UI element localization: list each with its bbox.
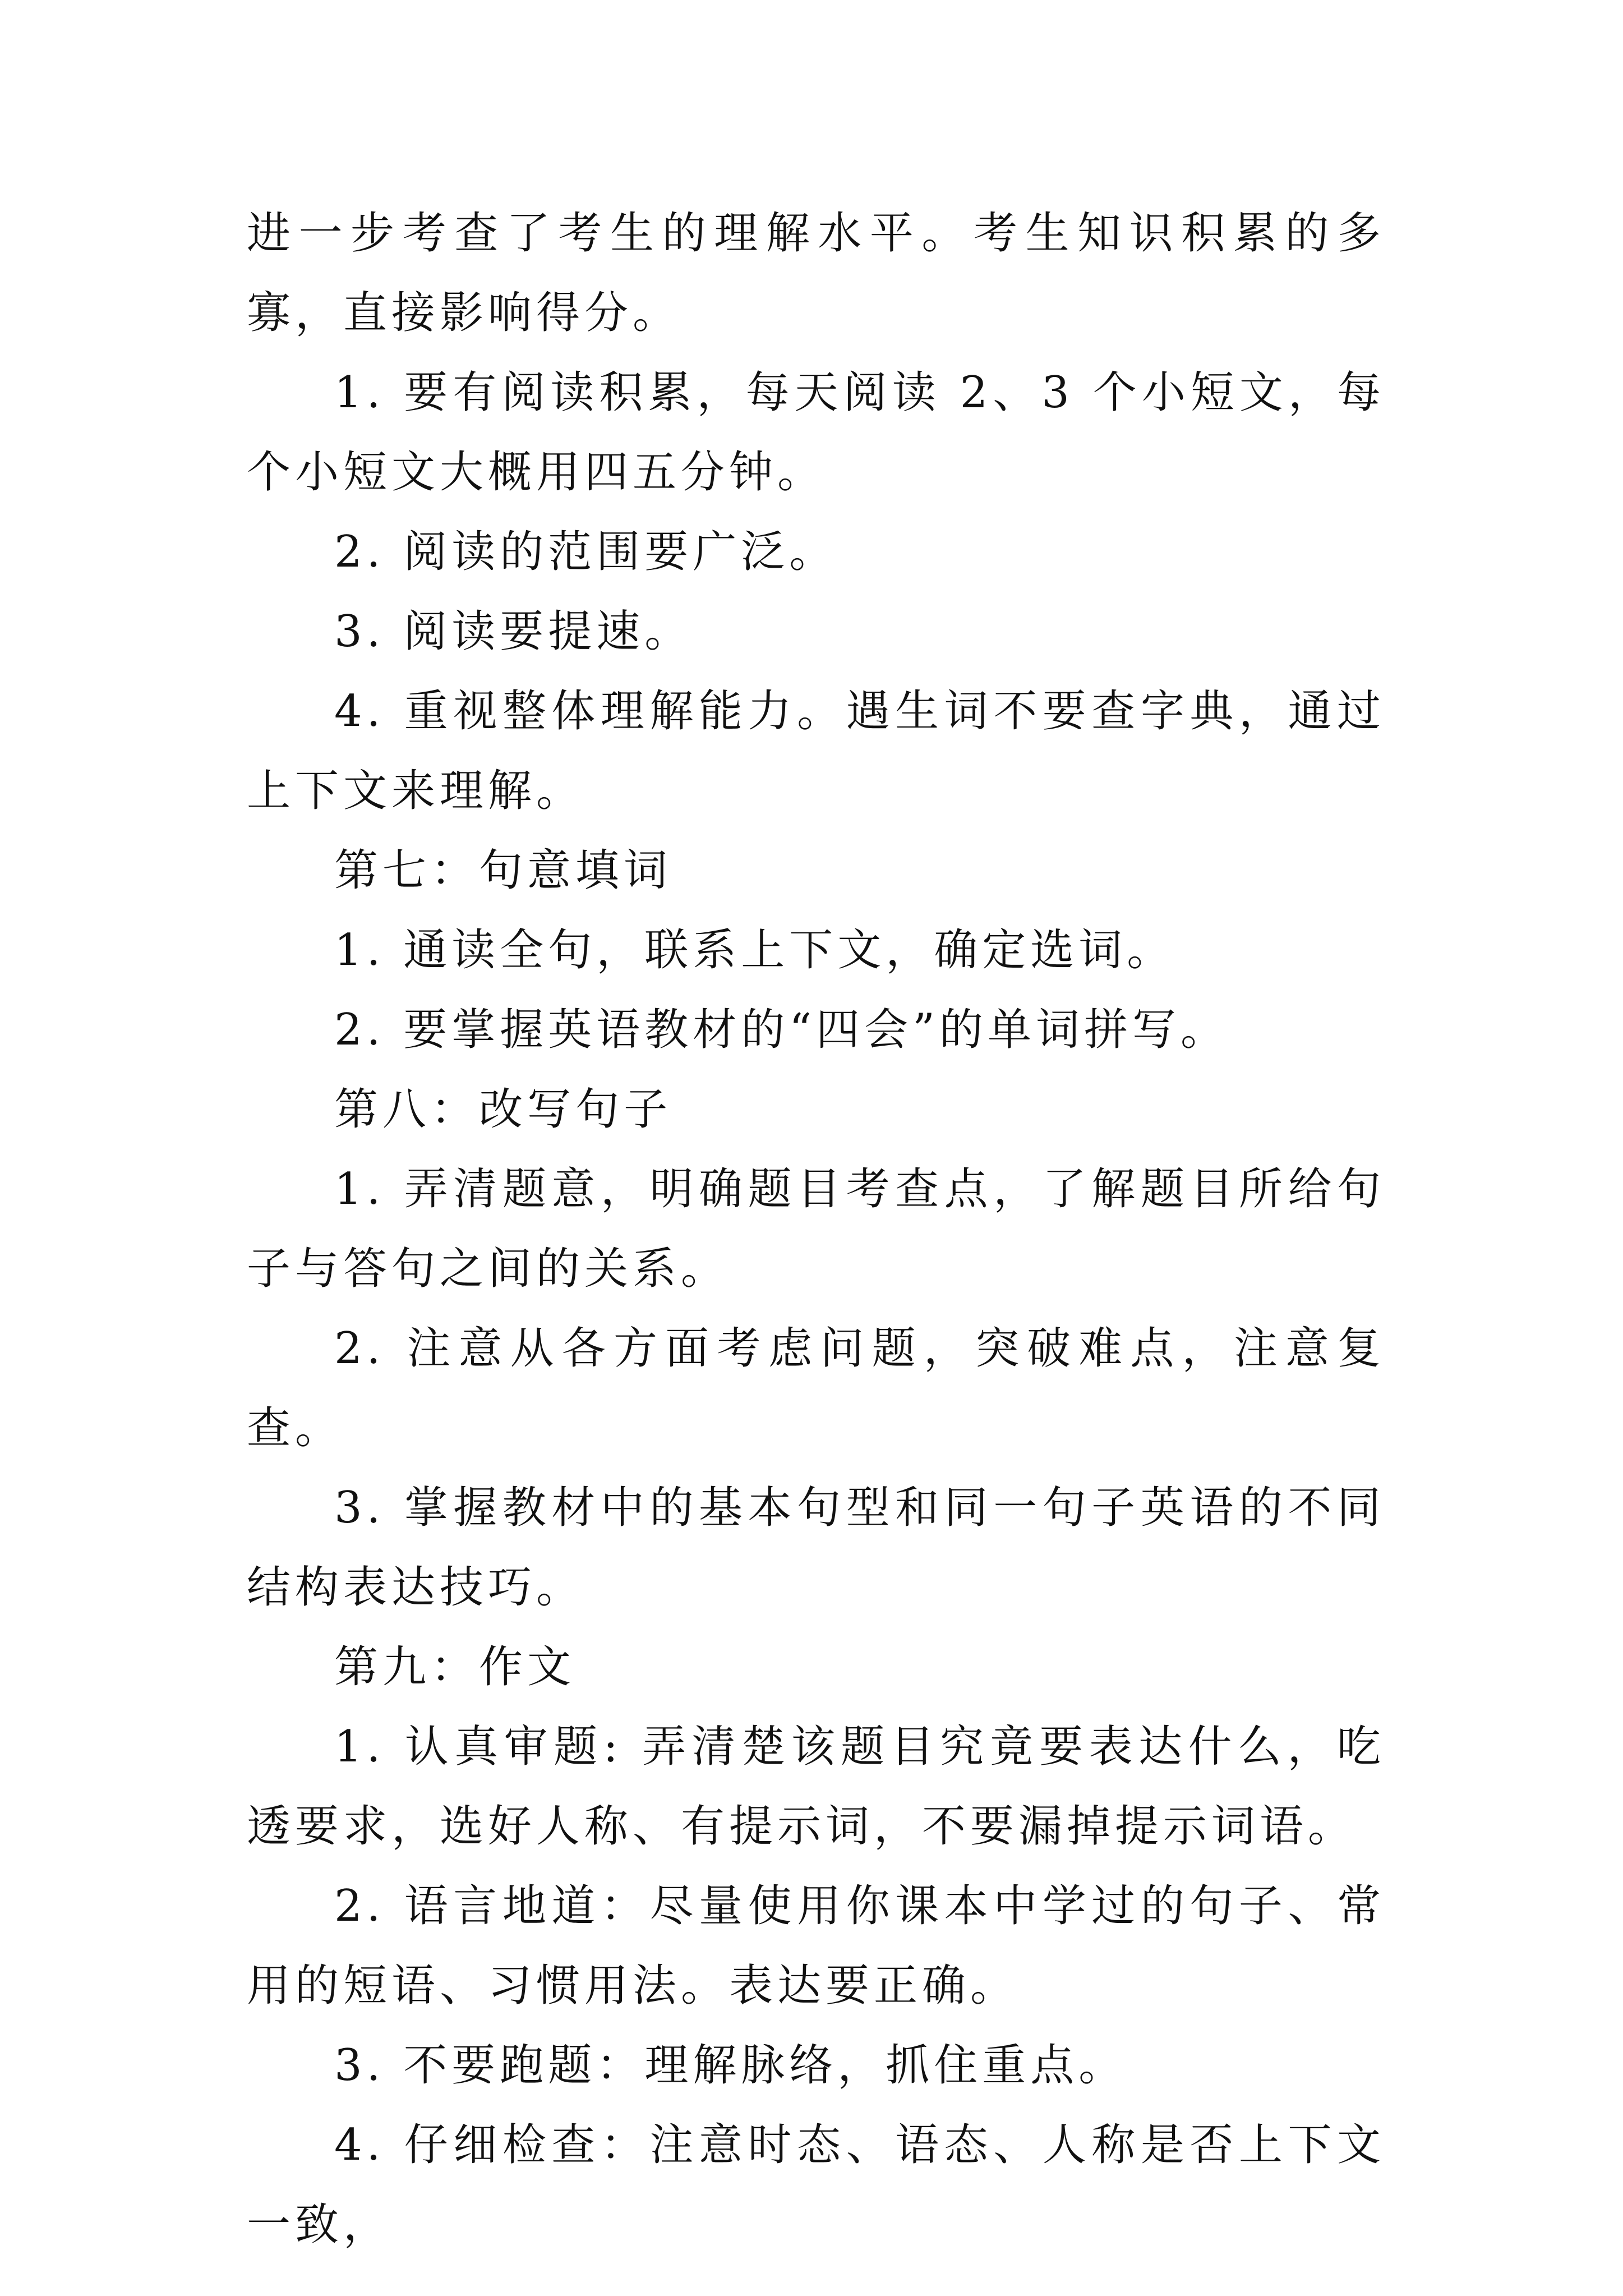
paragraph-continuation: 进一步考查了考生的理解水平。考生知识积累的多寡，直接影响得分。 [247,208,1385,338]
list-item-read-whole-sentence: 1. 通读全句，联系上下文，确定选词。 [334,925,1175,976]
list-item-overall-comprehension: 4. 重视整体理解能力。遇生词不要查字典，通过上下文来理解。 [247,686,1385,816]
list-item-reading-scope: 2. 阅读的范围要广泛。 [334,527,838,577]
list-item-understand-question: 1. 弄清题意，明确题目考查点，了解题目所给句子与答句之间的关系。 [247,1164,1385,1294]
list-item-sentence-patterns: 3. 掌握教材中的基本句型和同一句子英语的不同结构表达技巧。 [247,1483,1385,1613]
list-item-reading-accumulation: 1. 要有阅读积累，每天阅读 2、3 个小短文，每个小短文大概用四五分钟。 [247,367,1385,498]
document-body [247,194,1385,2265]
list-item-stay-on-topic: 3. 不要跑题：理解脉络，抓住重点。 [334,2040,1127,2091]
list-item-careful-check: 4. 仔细检查：注意时态、语态、人称是否上下文一致， [247,2120,1385,2250]
list-item-read-topic: 1. 认真审题: 弄清楚该题目究竟要表达什么，吃透要求，选好人称、有提示词，不要漏掉提示词语。 [247,1722,1385,1852]
section-heading-seven: 第七：句意填词 [334,845,672,896]
list-item-authentic-language: 2. 语言地道：尽量使用你课本中学过的句子、常用的短语、习惯用法。表达要正确。 [247,1881,1385,2011]
list-item-word-spelling: 2. 要掌握英语教材的“四会”的单词拼写。 [334,1005,1229,1055]
section-heading-eight: 第八：改写句子 [334,1084,672,1135]
list-item-consider-aspects: 2. 注意从各方面考虑问题，突破难点，注意复查。 [247,1323,1385,1453]
section-heading-nine: 第九：作文 [334,1642,576,1692]
list-item-reading-speed: 3. 阅读要提速。 [334,606,693,657]
